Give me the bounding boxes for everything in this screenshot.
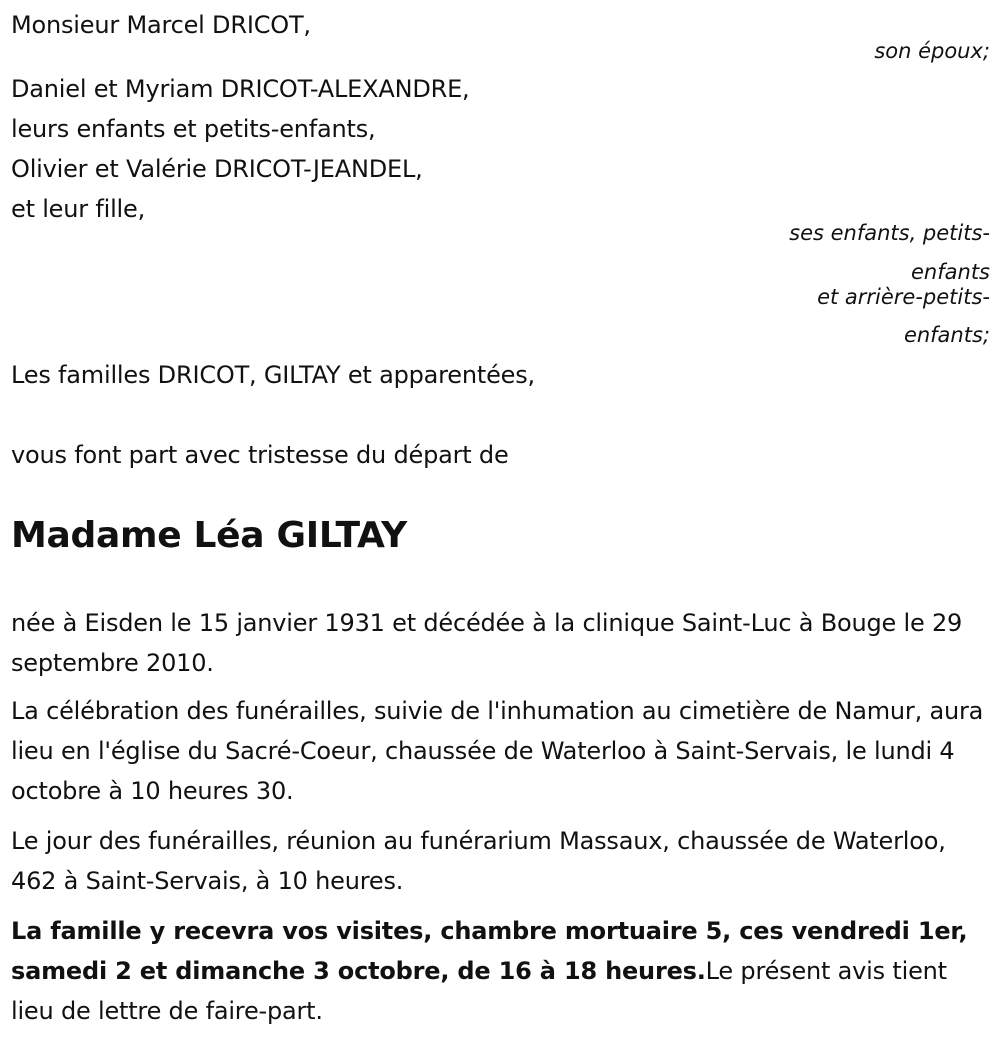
birth-death-paragraph: née à Eisden le 15 janvier 1931 et décédée à la clinique Saint-Luc à Bouge le 29 septembre 2010. (11, 609, 963, 677)
child1-desc: leurs enfants et petits-enfants, (11, 115, 376, 143)
spouse-role: son époux; (874, 39, 990, 63)
visits-bold-text: La famille y recevra vos visites, chambre mortuaire 5, ces vendredi 1er, samedi 2 et dimanche 3 octobre, de 16 à 18 heures. (11, 917, 968, 985)
child2-desc: et leur fille, (11, 195, 145, 223)
notice-text: Le présent avis tient lieu de lettre de faire-part. (11, 957, 947, 1025)
meeting-paragraph: Le jour des funérailles, réunion au funérarium Massaux, chaussée de Waterloo, 462 à Saint-Servais, à 10 heures. (11, 827, 946, 895)
announcement-line: vous font part avec tristesse du départ de (11, 441, 509, 469)
families-line: Les familles DRICOT, GILTAY et apparentées, (11, 361, 535, 389)
child1-name: Daniel et Myriam DRICOT-ALEXANDRE, (11, 75, 470, 103)
child2-name: Olivier et Valérie DRICOT-JEANDEL, (11, 155, 423, 183)
children-role-line3: et arrière-petits- (817, 285, 990, 309)
spouse-name: Monsieur Marcel DRICOT, (11, 11, 311, 39)
visits-paragraph (11, 911, 991, 1031)
children-role-line1: ses enfants, petits- (789, 221, 990, 245)
deceased-name: Madame Léa GILTAY (11, 515, 407, 556)
children-role-line4: enfants; (903, 323, 990, 347)
children-role-line2: enfants (911, 260, 990, 284)
ceremony-paragraph: La célébration des funérailles, suivie de l'inhumation au cimetière de Namur, aura lieu en l'église du Sacré-Coeur, chaussée de Waterloo à Saint-Servais, le lundi 4 octobre à 10 heures 30. (11, 697, 984, 805)
